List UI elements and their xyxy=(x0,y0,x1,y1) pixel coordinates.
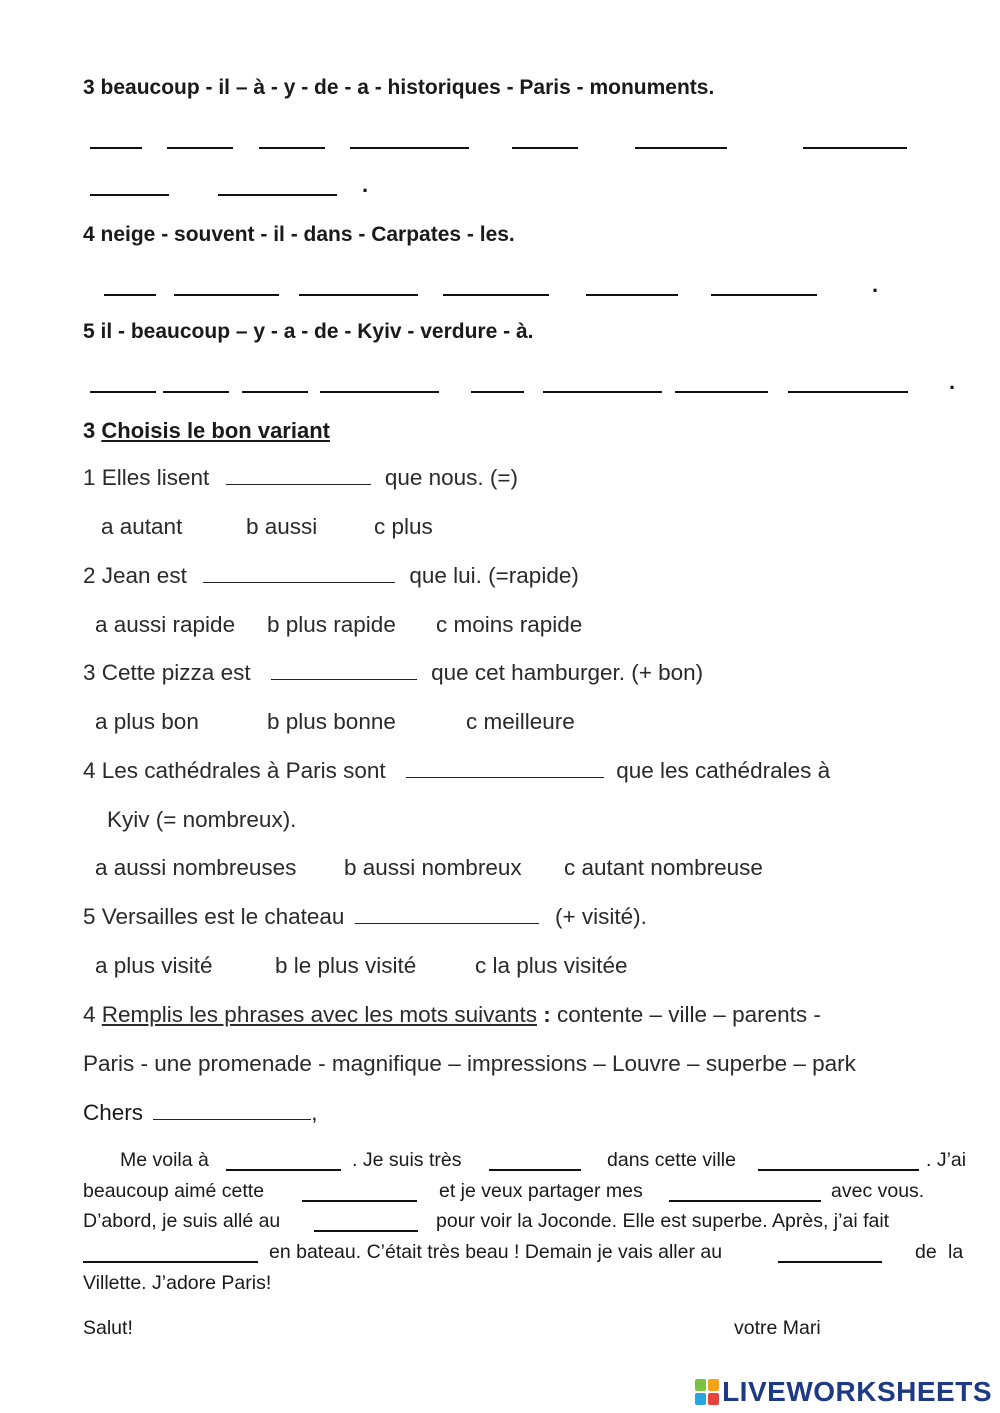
answer-blank[interactable] xyxy=(90,391,156,393)
answer-blank[interactable] xyxy=(788,391,908,393)
answer-blank[interactable] xyxy=(675,391,768,393)
word-bank-line-1: contente – ville – parents - xyxy=(550,1002,821,1027)
logo-square-blue xyxy=(695,1393,706,1405)
question-continuation: Kyiv (= nombreux). xyxy=(107,807,297,832)
logo-text: LIVEWORKSHEETS xyxy=(722,1376,992,1407)
letter-text: Me voila à xyxy=(120,1149,209,1171)
letter-text: pour voir la Joconde. Elle est superbe. Après, j’ai fait xyxy=(436,1210,890,1232)
answer-blank[interactable] xyxy=(90,147,142,149)
answer-blank[interactable] xyxy=(758,1169,919,1171)
option-a[interactable]: a plus visité xyxy=(95,953,213,978)
letter-text: D’abord, je suis allé au xyxy=(83,1210,281,1232)
option-b[interactable]: b le plus visité xyxy=(275,953,417,978)
word-bank-line-2: Paris - une promenade - magnifique – impressions – Louvre – superbe – park xyxy=(83,1051,856,1076)
answer-blank[interactable] xyxy=(302,1200,417,1202)
answer-blank[interactable] xyxy=(271,678,417,680)
letter-greeting xyxy=(83,1100,318,1126)
logo-square-orange xyxy=(708,1379,719,1391)
option-b[interactable]: b aussi nombreux xyxy=(344,855,522,880)
answer-blank[interactable] xyxy=(83,1261,258,1263)
letter-signature: votre Mari xyxy=(734,1317,821,1339)
option-a[interactable]: a aussi rapide xyxy=(95,612,236,637)
answer-blank[interactable] xyxy=(711,294,817,296)
answer-blank[interactable] xyxy=(635,147,727,149)
answer-blank[interactable] xyxy=(203,581,395,583)
answer-blank[interactable] xyxy=(218,194,337,196)
answer-blank[interactable] xyxy=(174,294,279,296)
answer-blank[interactable] xyxy=(355,922,539,924)
sentence-5-words: 5 il - beaucoup – y - a - de - Kyiv - verdure - à. xyxy=(83,320,534,343)
greeting-text: Chers xyxy=(83,1100,144,1125)
exercise-title: Choisis le bon variant xyxy=(101,418,330,443)
answer-blank[interactable] xyxy=(226,1169,341,1171)
exercise-4-heading xyxy=(83,1002,821,1028)
letter-text: la xyxy=(948,1241,964,1263)
answer-blank[interactable] xyxy=(320,391,439,393)
question-5 xyxy=(83,904,647,930)
exercise-title: Remplis les phrases avec les mots suivants xyxy=(101,1002,537,1027)
option-c[interactable]: c la plus visitée xyxy=(475,953,628,978)
question-3 xyxy=(83,660,703,686)
period: . xyxy=(949,369,956,394)
liveworksheets-logo-icon xyxy=(695,1379,719,1405)
answer-blank[interactable] xyxy=(153,1118,311,1120)
letter-text: avec vous. xyxy=(831,1180,925,1202)
option-a[interactable]: a aussi nombreuses xyxy=(95,855,297,880)
option-b[interactable]: b plus rapide xyxy=(267,612,396,637)
question-text: 5 Versailles est le chateau xyxy=(83,904,345,929)
answer-blank[interactable] xyxy=(90,194,169,196)
option-a[interactable]: a autant xyxy=(101,514,183,539)
logo-square-green xyxy=(695,1379,706,1391)
letter-text: dans cette ville xyxy=(607,1149,736,1171)
question-text: 3 Cette pizza est xyxy=(83,660,251,685)
liveworksheets-logo xyxy=(695,1376,992,1408)
answer-blank[interactable] xyxy=(350,147,469,149)
option-c[interactable]: c plus xyxy=(374,514,433,539)
option-a[interactable]: a plus bon xyxy=(95,709,199,734)
option-b[interactable]: b plus bonne xyxy=(267,709,396,734)
answer-blank[interactable] xyxy=(803,147,907,149)
question-text: (+ visité). xyxy=(554,904,647,929)
answer-blank[interactable] xyxy=(778,1261,882,1263)
question-text: 4 Les cathédrales à Paris sont xyxy=(83,758,386,783)
answer-blank[interactable] xyxy=(167,147,233,149)
answer-blank[interactable] xyxy=(489,1169,581,1171)
answer-blank[interactable] xyxy=(104,294,156,296)
letter-text: Villette. J’adore Paris! xyxy=(83,1272,272,1294)
letter-text: de xyxy=(915,1241,937,1263)
answer-blank[interactable] xyxy=(471,391,524,393)
answer-blank[interactable] xyxy=(259,147,325,149)
comma: , xyxy=(311,1100,318,1125)
question-text: que les cathédrales à xyxy=(616,758,831,783)
exercise-3-heading xyxy=(83,418,330,444)
question-text: 2 Jean est xyxy=(83,563,187,588)
question-1 xyxy=(83,465,518,491)
letter-text: beaucoup aimé cette xyxy=(83,1180,265,1202)
answer-blank[interactable] xyxy=(406,776,604,778)
colon: : xyxy=(536,1002,551,1027)
answer-blank[interactable] xyxy=(543,391,662,393)
option-c[interactable]: c meilleure xyxy=(466,709,575,734)
letter-text: . Je suis très xyxy=(352,1149,462,1171)
exercise-number: 3 xyxy=(83,418,96,443)
answer-blank[interactable] xyxy=(512,147,578,149)
question-2 xyxy=(83,563,579,589)
letter-text: et je veux partager mes xyxy=(439,1180,643,1202)
sentence-3-words: 3 beaucoup - il – à - y - de - a - historiques - Paris - monuments. xyxy=(83,76,715,99)
answer-blank[interactable] xyxy=(669,1200,821,1202)
answer-blank[interactable] xyxy=(242,391,308,393)
option-c[interactable]: c autant nombreuse xyxy=(564,855,763,880)
option-b[interactable]: b aussi xyxy=(246,514,318,539)
question-text: que lui. (=rapide) xyxy=(409,563,579,588)
answer-blank[interactable] xyxy=(314,1230,418,1232)
question-4 xyxy=(83,758,830,784)
period: . xyxy=(872,272,879,297)
question-text: 1 Elles lisent xyxy=(83,465,210,490)
exercise-number: 4 xyxy=(83,1002,96,1027)
answer-blank[interactable] xyxy=(443,294,549,296)
question-text: que nous. (=) xyxy=(384,465,519,490)
option-c[interactable]: c moins rapide xyxy=(436,612,583,637)
answer-blank[interactable] xyxy=(163,391,229,393)
logo-square-red xyxy=(708,1393,719,1405)
letter-text: . J’ai xyxy=(926,1149,967,1171)
letter-closing: Salut! xyxy=(83,1317,133,1339)
question-text: que cet hamburger. (+ bon) xyxy=(431,660,704,685)
answer-blank[interactable] xyxy=(226,483,371,485)
letter-text: en bateau. C’était très beau ! Demain je vais aller au xyxy=(269,1241,723,1263)
sentence-4-words: 4 neige - souvent - il - dans - Carpates - les. xyxy=(83,223,515,246)
answer-blank[interactable] xyxy=(299,294,418,296)
answer-blank[interactable] xyxy=(586,294,678,296)
period: . xyxy=(362,172,369,197)
